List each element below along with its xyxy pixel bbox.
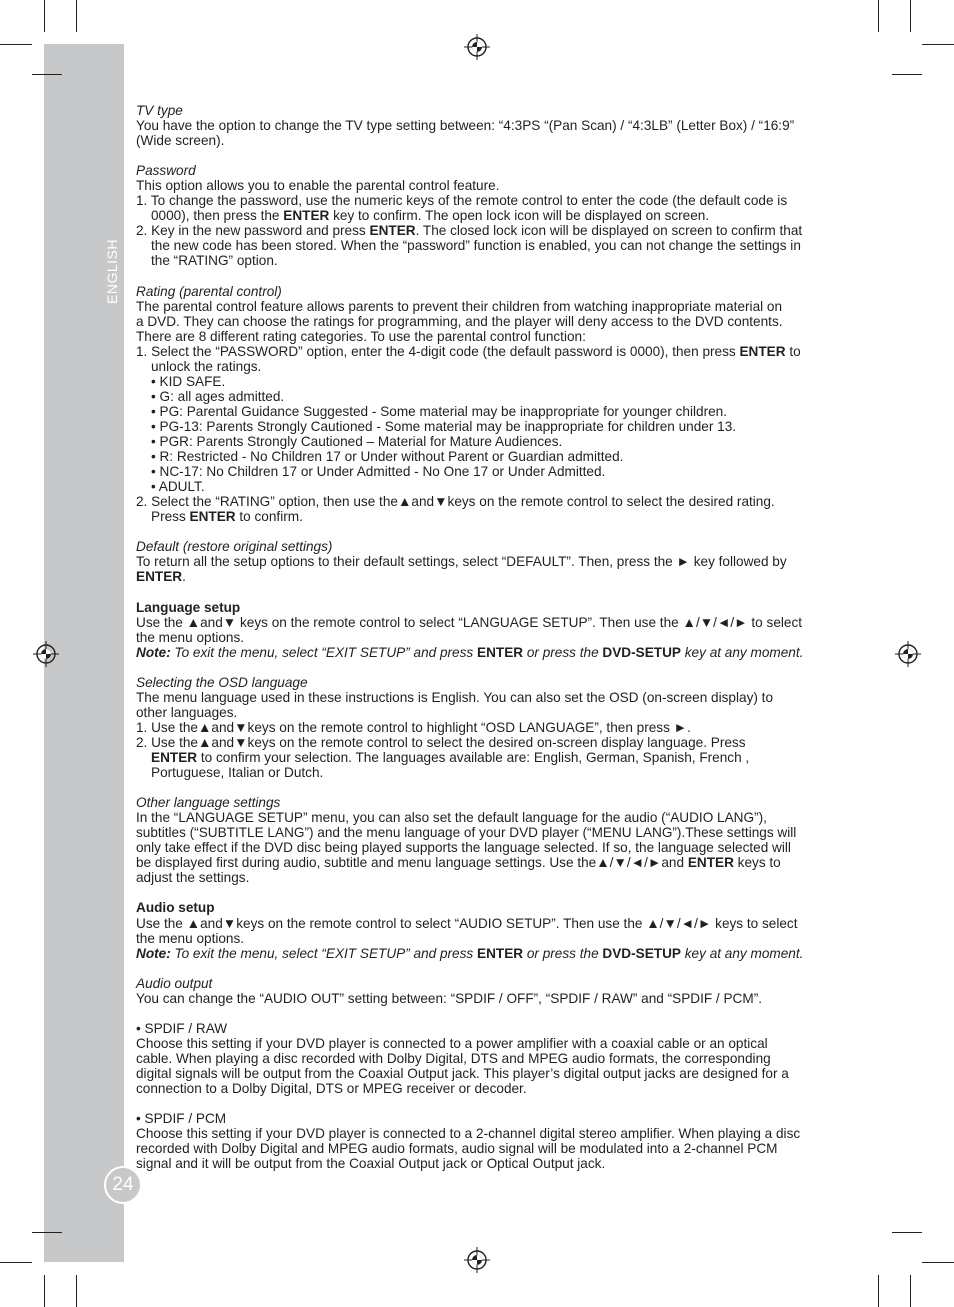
text-line: This option allows you to enable the parental control feature. (136, 178, 500, 194)
spdif-pcm-section (136, 1111, 842, 1171)
crop-mark (910, 1275, 911, 1307)
enter-key-label: ENTER (369, 223, 416, 239)
text-line: the “RATING” option. (151, 253, 278, 269)
text-run: to confirm your selection. The languages available are: English, German, Spanish, French , (197, 750, 750, 766)
text-run: to (785, 343, 801, 359)
rating-item: • KID SAFE. (151, 373, 226, 389)
other-language-section (136, 795, 842, 885)
crop-mark (44, 0, 45, 32)
rating-item: • PG: Parental Guidance Suggested - Some material may be inappropriate for younger children. (151, 403, 728, 419)
manual-content (136, 103, 842, 1186)
text-run: key at any moment. (680, 945, 804, 961)
rating-item: • NC-17: No Children 17 or Under Admitted - No One 17 or Under Admitted. (151, 464, 606, 480)
text-run: Press (151, 509, 190, 525)
note-line (136, 946, 842, 961)
text-run: key to confirm. The open lock icon will be displayed on screen. (329, 208, 710, 224)
crop-mark (0, 44, 32, 45)
text-line: The parental control feature allows parents to prevent their children from watching inappropriate material on (136, 298, 783, 314)
page-number: 24 (104, 1166, 142, 1204)
text-line: adjust the settings. (136, 870, 250, 886)
text-line: To return all the setup options to their default settings, select “DEFAULT”. Then, press the ► key followed by (136, 554, 787, 570)
text-line: There are 8 different rating categories. To use the parental control function: (136, 328, 586, 344)
crop-mark (0, 1262, 32, 1263)
section-heading: Audio setup (136, 900, 215, 916)
crop-mark (910, 0, 911, 32)
section-title: • SPDIF / RAW (136, 1020, 228, 1036)
note-label: Note: (136, 945, 171, 961)
text-run: be displayed first during audio, subtitle and menu language settings. Use the▲/▼/◄/►and (136, 855, 688, 871)
text-line: the menu options. (136, 930, 245, 946)
enter-key-label: ENTER (739, 343, 786, 359)
rating-item: • PG-13: Parents Strongly Cautioned - Some material may be inappropriate for children under 13. (151, 418, 737, 434)
rating-item: • PGR: Parents Strongly Cautioned – Material for Mature Audiences. (151, 434, 563, 450)
text-run: 1. Select the “PASSWORD” option, enter the 4-digit code (the default password is 0000), then press (136, 343, 740, 359)
section-title: • SPDIF / PCM (136, 1111, 227, 1127)
text-line: Use the ▲and▼keys on the remote control to select “AUDIO SETUP”. Then use the ▲/▼/◄/► keys to select (136, 915, 798, 931)
enter-key-label: ENTER (136, 569, 183, 585)
text-line: other languages. (136, 704, 238, 720)
crop-mark (892, 1232, 922, 1233)
crop-mark (32, 1232, 62, 1233)
note-label: Note: (136, 644, 171, 660)
text-run: 2. Key in the new password and press (136, 223, 370, 239)
text-line (136, 569, 842, 584)
text-run: to confirm. (235, 509, 303, 525)
crop-mark (878, 1275, 879, 1307)
section-title: TV type (136, 103, 183, 118)
text-line: the new code has been stored. When the “password” function is enabled, you can not change the settings in (151, 238, 801, 254)
text-line: 2. Select the “RATING” option, then use the▲and▼keys on the remote control to select the desired rating. (136, 494, 775, 510)
note-line (136, 645, 842, 660)
spdif-raw-section (136, 1021, 842, 1096)
text-line: Choose this setting if your DVD player is connected to a 2-channel digital stereo amplifier. When playing a disc (136, 1126, 801, 1142)
crop-mark (76, 0, 77, 32)
text-run: or press the (523, 945, 603, 961)
section-title: Password (136, 163, 196, 179)
enter-key-label: ENTER (477, 644, 524, 660)
dvd-setup-key-label: DVD-SETUP (602, 644, 681, 660)
text-line: In the “LANGUAGE SETUP” menu, you can also set the default language for the audio (“AUDIO LANG”), (136, 810, 767, 826)
text-run: To exit the menu, select “EXIT SETUP” and press (170, 644, 477, 660)
enter-key-label: ENTER (477, 945, 524, 961)
crop-mark (922, 44, 954, 45)
rating-section (136, 284, 842, 525)
crop-mark (892, 74, 922, 75)
audio-setup-section (136, 900, 842, 960)
registration-mark-icon (464, 1247, 490, 1273)
crop-mark (44, 1275, 45, 1307)
enter-key-label: ENTER (687, 855, 734, 871)
text-line: You can change the “AUDIO OUT” setting between: “SPDIF / OFF”, “SPDIF / RAW” and “SPDIF / PCM”. (136, 990, 762, 1006)
default-section (136, 539, 842, 584)
registration-mark-icon (33, 641, 59, 667)
enter-key-label: ENTER (151, 750, 198, 766)
section-title: Rating (parental control) (136, 283, 282, 299)
text-line: only take effect if the DVD disc being played supports the language selected. If so, the language selected will (136, 840, 791, 856)
text-line: (Wide screen). (136, 133, 225, 149)
text-line: Use the ▲and▼ keys on the remote control to select “LANGUAGE SETUP”. Then use the ▲/▼/◄/► to select (136, 614, 803, 630)
text-run: key at any moment. (680, 644, 804, 660)
text-line: 2. Use the▲and▼keys on the remote control to select the desired on-screen display language. Press (136, 734, 746, 750)
text-run: To exit the menu, select “EXIT SETUP” and press (170, 945, 477, 961)
text-line (136, 223, 842, 238)
dvd-setup-key-label: DVD-SETUP (602, 945, 681, 961)
text-line (136, 344, 842, 359)
text-line (136, 208, 842, 223)
registration-mark-icon (464, 34, 490, 60)
enter-key-label: ENTER (189, 509, 236, 525)
text-run: 0000), then press the (151, 208, 284, 224)
section-title: Default (restore original settings) (136, 539, 333, 555)
language-setup-section (136, 600, 842, 660)
text-line: 1. Use the▲and▼keys on the remote control to highlight “OSD LANGUAGE”, then press ►. (136, 719, 691, 735)
section-title: Audio output (136, 975, 213, 991)
section-title: Selecting the OSD language (136, 674, 308, 690)
text-run: . The closed lock icon will be displayed on screen to confirm that (415, 223, 803, 239)
rating-item: • R: Restricted - No Children 17 or Under without Parent or Guardian admitted. (151, 449, 624, 465)
text-line: Choose this setting if your DVD player is connected to a power amplifier with a coaxial cable or an optical (136, 1035, 768, 1051)
text-line (136, 509, 842, 524)
text-line: connection to a Dolby Digital, DTS or MPEG receiver or decoder. (136, 1081, 527, 1097)
text-line: the menu options. (136, 629, 245, 645)
text-line: unlock the ratings. (151, 358, 262, 374)
text-line: subtitles (“SUBTITLE LANG”) and the menu language of your DVD player (“MENU LANG”).These settings will (136, 825, 797, 841)
language-side-label: ENGLISH (104, 239, 120, 304)
crop-mark (922, 1262, 954, 1263)
rating-item: • G: all ages admitted. (151, 388, 285, 404)
text-run: keys to (733, 855, 781, 871)
registration-mark-icon (895, 641, 921, 667)
text-line: Portuguese, Italian or Dutch. (151, 765, 324, 781)
text-line: cable. When playing a disc recorded with Dolby Digital, DTS and MPEG audio formats, the corresponding (136, 1050, 771, 1066)
text-line: digital signals will be output from the Coaxial Output jack. This player’s digital output jacks are designed for a (136, 1066, 789, 1081)
crop-mark (32, 74, 62, 75)
text-line: 1. To change the password, use the numeric keys of the remote control to enter the code (the default code is (136, 193, 788, 209)
text-line: signal and it will be output from the Coaxial Output jack or Optical Output jack. (136, 1156, 606, 1172)
text-line (136, 750, 842, 765)
password-section (136, 163, 842, 268)
text-line: You have the option to change the TV type setting between: “4:3PS “(Pan Scan) / “4:3LB” (Letter Box) / “16:9” (136, 118, 795, 134)
rating-item: • ADULT. (151, 479, 205, 495)
audio-output-section (136, 976, 842, 1006)
enter-key-label: ENTER (283, 208, 330, 224)
text-line (136, 855, 842, 870)
text-line: a DVD. They can choose the ratings for programming, and the player will deny access to the DVD contents. (136, 313, 783, 329)
text-run: . (182, 569, 186, 585)
tv-type-section (136, 103, 842, 148)
text-line: recorded with Dolby Digital and MPEG audio formats, audio signal will be modulated into a 2-channel PCM (136, 1141, 778, 1157)
text-line: The menu language used in these instructions is English. You can also set the OSD (on-screen display) to (136, 689, 774, 705)
section-heading: Language setup (136, 599, 241, 615)
crop-mark (878, 0, 879, 32)
osd-language-section (136, 675, 842, 780)
text-run: or press the (523, 644, 603, 660)
section-title: Other language settings (136, 795, 281, 811)
crop-mark (76, 1275, 77, 1307)
